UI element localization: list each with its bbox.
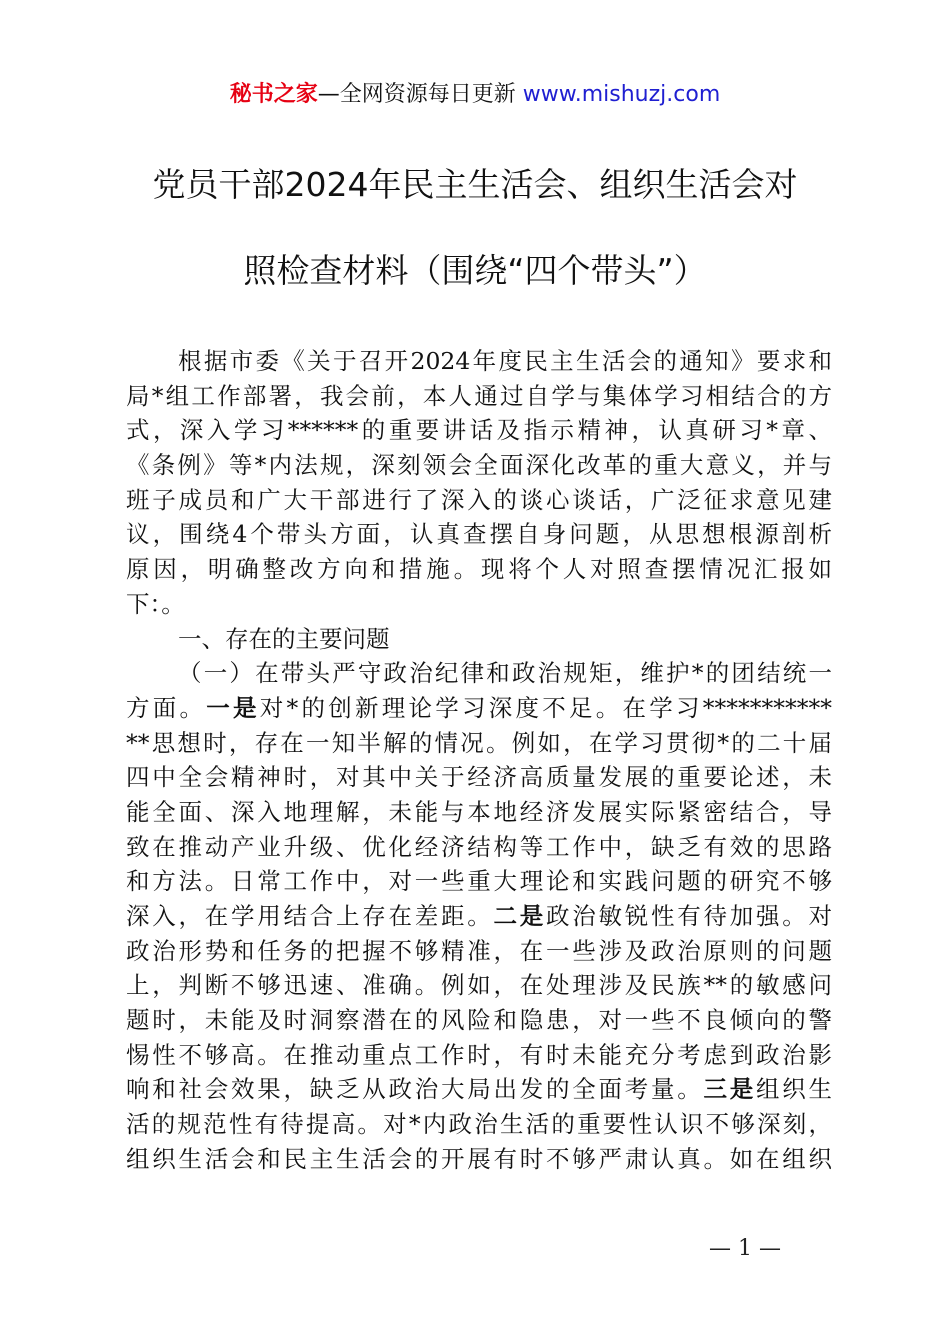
- subsection-heading: （一）在带头严守政治纪律和政治规矩，维护*的团结统一: [178, 659, 832, 688]
- point-marker-2: 二是: [493, 902, 546, 930]
- body-line: [126, 1072, 832, 1107]
- body-line: 和方法。日常工作中，对一些重大理论和实践问题的研究不够: [126, 867, 832, 896]
- body-line: 能全面、深入地理解，未能与本地经济发展实际紧密结合，导: [126, 797, 832, 826]
- body-text: 深入，在学用结合上存在差距。: [126, 902, 494, 930]
- document-title-line-2: 照检查材料（围绕“四个带头”）: [243, 251, 707, 290]
- body-line: 班子成员和广大干部进行了深入的谈心谈话，广泛征求意见建: [126, 485, 832, 514]
- document-title-line-1: 党员干部2024年民主生活会、组织生活会对: [152, 165, 798, 204]
- body-text: 响和社会效果，缺乏从政治大局出发的全面考量。: [126, 1075, 704, 1104]
- point-marker-1: 一是: [206, 693, 260, 722]
- point-marker-3: 三是: [703, 1075, 756, 1104]
- body-line: 惕性不够高。在推动重点工作时，有时未能充分考虑到政治影: [126, 1040, 832, 1069]
- site-url-link[interactable]: www.mishuzj.com: [522, 82, 721, 107]
- body-text: 政治敏锐性有待加强。对: [546, 902, 832, 930]
- document-body: [126, 344, 832, 1177]
- page-number: — 1 —: [709, 1236, 781, 1261]
- body-line: 活的规范性有待提高。对*内政治生活的重要性认识不够深刻，: [126, 1110, 832, 1139]
- body-text: 对*的创新理论学习深度不足。在学习***********: [259, 693, 832, 722]
- body-line: 题时，未能及时洞察潜在的风险和隐患，对一些不良倾向的警: [126, 1006, 832, 1035]
- site-header: [0, 78, 950, 112]
- body-line: [126, 691, 832, 726]
- body-line: [126, 899, 832, 934]
- header-tagline: —全网资源每日更新: [317, 82, 516, 107]
- body-line: **思想时，存在一知半解的情况。例如，在学习贯彻*的二十届: [126, 728, 832, 757]
- body-line: 议，围绕4个带头方面，认真查摆自身问题，从思想根源剖析: [126, 520, 832, 549]
- body-line: 上，判断不够迅速、准确。例如，在处理涉及民族**的敏感问: [126, 971, 832, 1000]
- body-line: 下：。: [126, 589, 185, 618]
- body-line: 式，深入学习******的重要讲话及指示精神，认真研习*章、: [126, 416, 832, 445]
- section-heading: 一、存在的主要问题: [178, 624, 390, 653]
- body-line: 致在推动产业升级、优化经济结构等工作中，缺乏有效的思路: [126, 832, 832, 861]
- body-line: 局*组工作部署，我会前，本人通过自学与集体学习相结合的方: [126, 381, 832, 410]
- body-text: 组织生: [756, 1075, 832, 1104]
- body-line: 《条例》等*内法规，深刻领会全面深化改革的重大意义，并与: [126, 451, 832, 480]
- body-line: 原因，明确整改方向和措施。现将个人对照查摆情况汇报如: [126, 555, 832, 584]
- body-line: 政治形势和任务的把握不够精准，在一些涉及政治原则的问题: [126, 936, 832, 965]
- body-line: 组织生活会和民主生活会的开展有时不够严肃认真。如在组织: [126, 1144, 832, 1173]
- brand-name: 秘书之家: [229, 82, 318, 107]
- body-line: 根据市委《关于召开2024年度民主生活会的通知》要求和: [178, 347, 832, 375]
- body-text: 方面。: [126, 693, 207, 722]
- body-line: 四中全会精神时，对其中关于经济高质量发展的重要论述，未: [126, 763, 832, 792]
